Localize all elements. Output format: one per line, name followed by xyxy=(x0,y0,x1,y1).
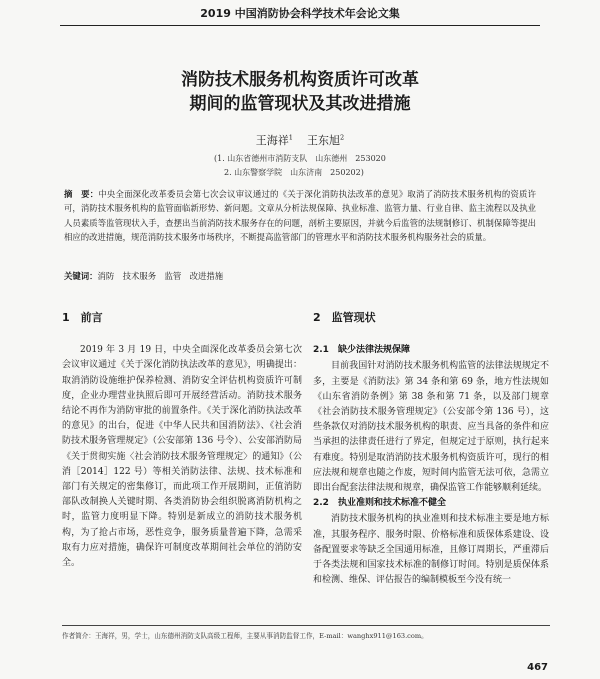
author-1: 王海祥 xyxy=(255,134,289,147)
right-column xyxy=(313,310,549,588)
keywords xyxy=(64,270,536,282)
abstract-text: 中央全面深化改革委员会第七次会议审议通过的《关于深化消防执法改革的意见》取消了消防技术服务机构的资质许可，消防技术服务机构的监管面临新形势、新问题。文章从分析法规保障、执业标准、监管力量、行业自律、监主流程以及执业人员素质等监管现状入手，查摆出当前消防技术服务存在的问题，剖析主要原因，并就今后监管的法规制修订、机制保障等提出相应的改进措施，规范消防技术服务市场秩序，不断提高监管部门的管理水平和消防技术服务机构服务社会的质量。 xyxy=(64,189,536,243)
affiliation-2: 2. 山东警察学院 山东济南 250202) xyxy=(224,168,364,177)
keywords-label: 关键词： xyxy=(64,271,98,281)
abstract xyxy=(64,187,536,245)
subsection-2-1-heading: 2.1 缺少法律法规保障 xyxy=(313,345,410,356)
title-line-1: 消防技术服务机构资质许可改革 xyxy=(181,70,419,90)
section-2-heading: 2 监管现状 xyxy=(313,311,376,324)
affiliations xyxy=(214,152,386,180)
author-2-affil: 2 xyxy=(340,133,345,142)
title-line-2: 期间的监管现状及其改进措施 xyxy=(189,94,411,114)
running-header: 2019 中国消防协会科学技术年会论文集 xyxy=(60,5,540,26)
author-2: 王东旭 xyxy=(307,134,340,147)
page-number: 467 xyxy=(527,662,548,673)
affiliation-1: (1. 山东省德州市消防支队 山东德州 253020 xyxy=(214,154,386,163)
section-1-paragraph: 2019 年 3 月 19 日，中央全面深化改革委员会第七次会议审议通过《关于深化消防执法改革的意见》，明确提出：取消消防设施维护保养检测、消防安全评估机构资质许可制度，企业办理营业执照后即可开展经营活动。消防技术服务结论不再作为消防审批的前置条件。《关于深化消防执法改革的意见》的出台，促进《中华人民共和国消防法》、《社会消防技术服务管理规定》（公安部第 136 号令）、公安部消防局《关于贯彻实施〈社会消防技术服务管理规定〉的通知》（公消［2014］122 号）等相关消防法律、法规、技术标准和部门有关规定的密集修订，而此项工作开展期间，正值消防部队改制换人关键时期、各类消防协会组织脱离消防机构之时，监管力度明显下降。特别是新成立的消防技术服务机构，为了抢占市场，恶性竞争，服务质量普遍下降，急需采取有力应对措施，确保许可制度改革期间社会单位的消防安全。 xyxy=(62,345,302,569)
left-column xyxy=(62,310,302,571)
subsection-2-2-text: 消防技术服务机构的执业准则和技术标准主要是地方标准，其服务程序、服务时限、价格标准和质保体系建设、设备配置要求等缺乏全国通用标准，且修订周期长，严重滞后于各类法规和国家技术标准的制修订时间。特别是质保体系和检测、维保、评估报告的编制模板至今没有统一 xyxy=(313,514,549,586)
author-1-affil: 1 xyxy=(288,133,293,142)
author-footnote: 作者简介：王海祥，男，学士，山东德州消防支队高级工程师，主要从事消防监督工作，E-mail：wanghx911@163.com。 xyxy=(62,625,550,640)
subsection-2-1-text: 目前我国针对消防技术服务机构监管的法律法规规定不多，主要是《消防法》第 34 条和第 69 条，地方性法规如《山东省消防条例》第 38 条和第 71 条，以及部门规章《社会消防技术服务管理规定》（公安部令第 136 号），这些条款仅对消防技术服务机构的职责、应当具备的条件和应当承担的法律责任进行了界定，但规定过于原则，执行起来有难度。特别是取消消防技术服务机构资质许可，现行的相应法规和规章也随之作废，短时间内监管无法可依，急需立即出台配套法律法规和规章，确保监管工作能够顺利延续。 xyxy=(313,361,549,494)
section-1-heading: 1 前言 xyxy=(62,311,103,324)
subsection-2-2-heading: 2.2 执业准则和技术标准不健全 xyxy=(313,498,446,509)
paper-title xyxy=(60,68,540,116)
abstract-label: 摘 要： xyxy=(64,189,99,199)
author-line xyxy=(60,132,540,148)
keywords-text: 消防 技术服务 监管 改进措施 xyxy=(97,271,224,281)
